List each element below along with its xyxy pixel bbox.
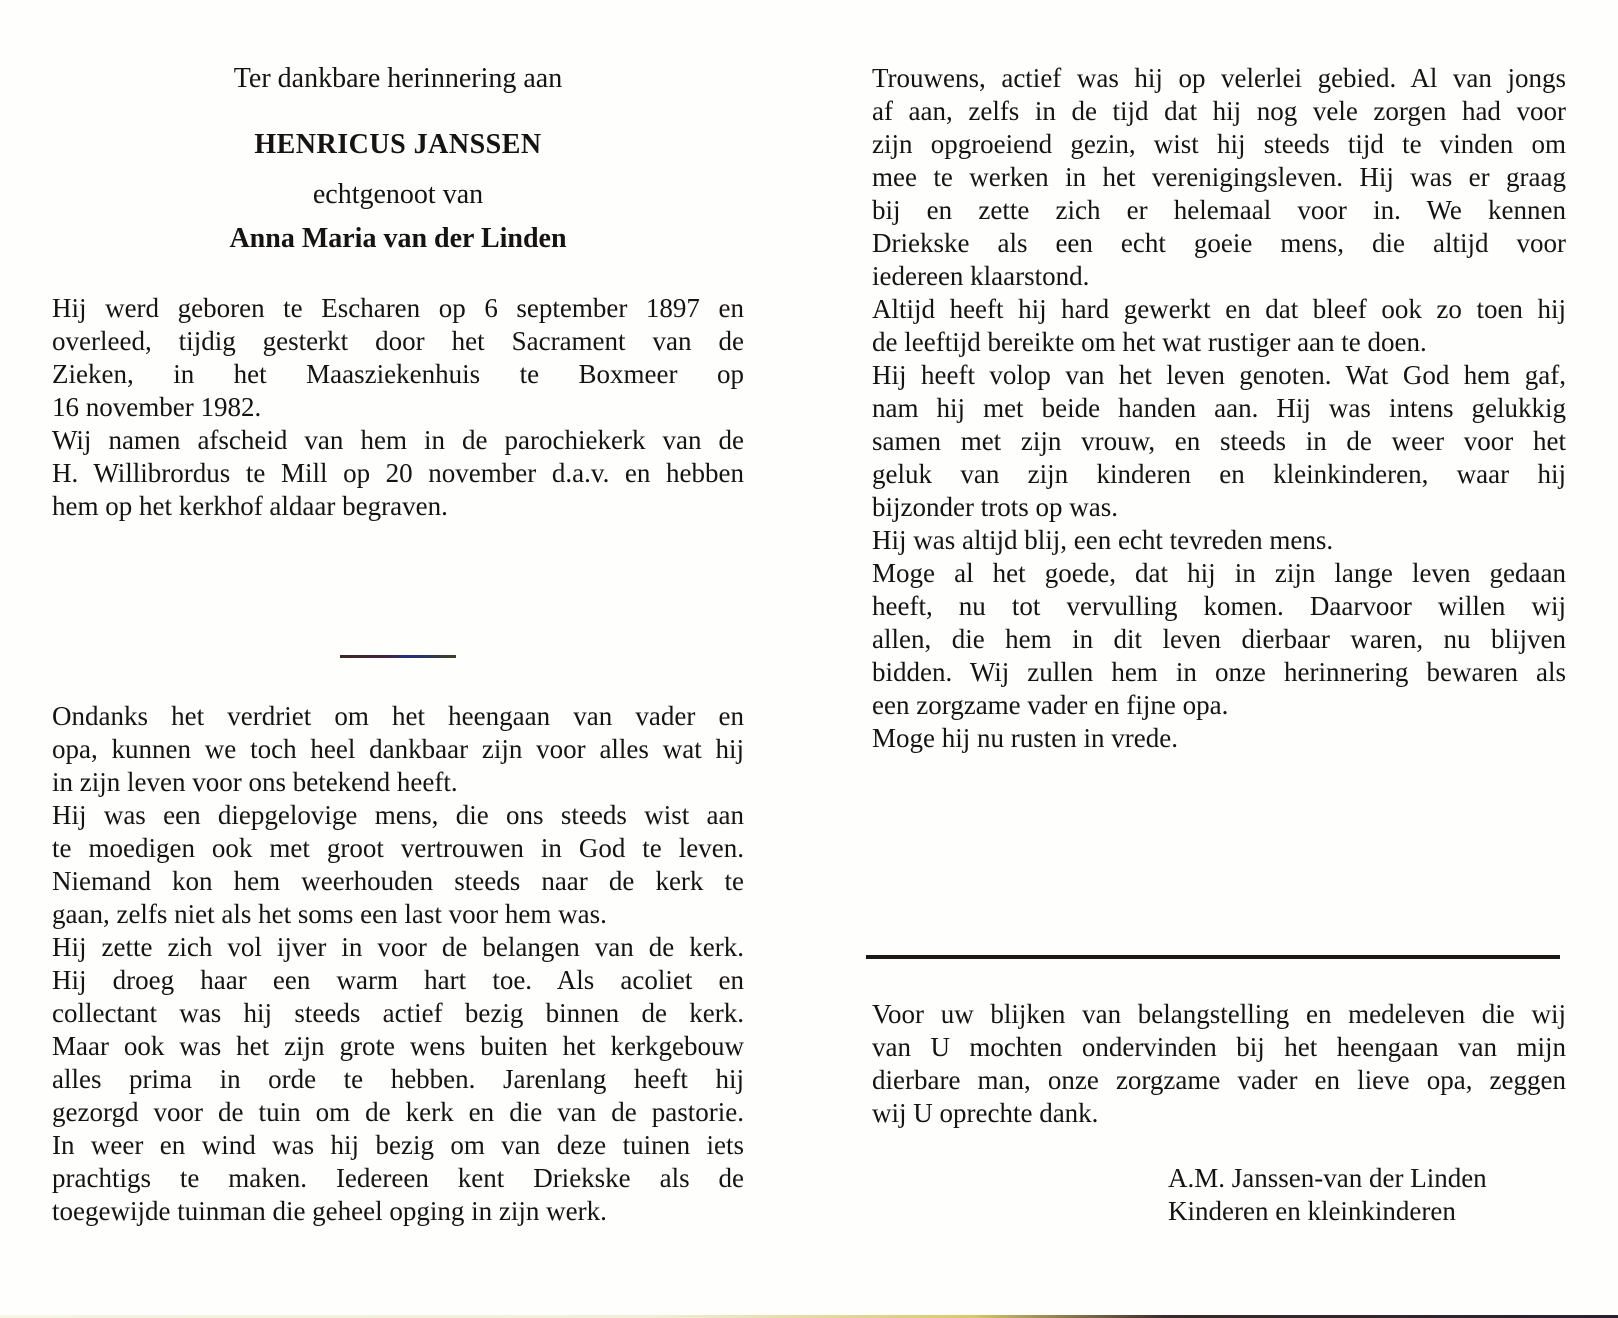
bio-line: Hij werd geboren te Escharen op 6 september 1897 en [52, 293, 744, 323]
tribute-line: Maar ook was het zijn grote wens buiten het kerkgebouw [52, 1031, 744, 1061]
bio-line: H. Willibrordus te Mill op 20 november d.a.v. en hebben [52, 458, 744, 488]
tribute-line: In weer en wind was hij bezig om van deze tuinen iets [52, 1130, 744, 1160]
tribute-line: Hij was altijd blij, een echt tevreden mens. [872, 525, 1334, 555]
tribute-line: mee te werken in het verenigingsleven. Hij was er graag [872, 162, 1566, 192]
tribute-line: allen, die hem in dit leven dierbaar waren, nu blijven [872, 624, 1566, 654]
tribute-line: Ondanks het verdriet om het heengaan van vader en [52, 701, 744, 731]
deceased-name: HENRICUS JANSSEN [254, 129, 542, 160]
tribute-line: Hij droeg haar een warm hart toe. Als acoliet en [52, 965, 744, 995]
tribute-line: Niemand kon hem weerhouden steeds naar de kerk te [52, 866, 744, 896]
thanks-line: dierbare man, onze zorgzame vader en lieve opa, zeggen [872, 1065, 1566, 1095]
bio-line: Wij namen afscheid van hem in de parochiekerk van de [52, 425, 744, 455]
section-divider-long [866, 955, 1560, 959]
tribute-line: Hij zette zich vol ijver in voor de belangen van de kerk. [52, 932, 744, 962]
thanks-line: Voor uw blijken van belangstelling en medeleven die wij [872, 999, 1566, 1029]
tribute-line: iedereen klaarstond. [872, 261, 1090, 291]
tribute-line: een zorgzame vader en fijne opa. [872, 690, 1229, 720]
tribute-line: gaan, zelfs niet als het soms een last voor hem was. [52, 899, 607, 929]
tribute-line: alles prima in orde te hebben. Jarenlang heeft hij [52, 1064, 744, 1094]
tribute-line: zijn opgroeiend gezin, wist hij steeds tijd te vinden om [872, 129, 1566, 159]
tribute-line: Trouwens, actief was hij op velerlei gebied. Al van jongs [872, 63, 1566, 93]
section-divider-short [340, 655, 456, 658]
tribute-line: prachtigs te maken. Iedereen kent Driekske als de [52, 1163, 744, 1193]
tribute-line: bij en zette zich er helemaal voor in. We kennen [872, 195, 1566, 225]
tribute-line: toegewijde tuinman die geheel opging in zijn werk. [52, 1196, 607, 1226]
tribute-line: Hij was een diepgelovige mens, die ons steeds wist aan [52, 800, 744, 830]
signature-widow: A.M. Janssen-van der Linden [1168, 1163, 1487, 1193]
thanks-paragraph [872, 998, 1566, 1130]
tribute-paragraph-left [52, 700, 744, 1228]
tribute-line: bidden. Wij zullen hem in onze herinnering bewaren als [872, 657, 1566, 687]
tribute-line: Driekske als een echt goeie mens, die altijd voor [872, 228, 1566, 258]
thanks-line: van U mochten ondervinden bij het heengaan van mijn [872, 1032, 1566, 1062]
tribute-line: de leeftijd bereikte om het wat rustiger aan te doen. [872, 327, 1427, 357]
tribute-paragraph-right [872, 62, 1566, 755]
signature-family: Kinderen en kleinkinderen [1168, 1196, 1456, 1226]
tribute-line: Altijd heeft hij hard gewerkt en dat bleef ook zo toen hij [872, 294, 1566, 324]
tribute-line: nam hij met beide handen aan. Hij was intens gelukkig [872, 393, 1566, 423]
tribute-line: geluk van zijn kinderen en kleinkinderen, waar hij [872, 459, 1566, 489]
biography-paragraph [52, 292, 744, 523]
tribute-line: collectant was hij steeds actief bezig binnen de kerk. [52, 998, 744, 1028]
tribute-line: gezorgd voor de tuin om de kerk en die van de pastorie. [52, 1097, 744, 1127]
tribute-line: bijzonder trots op was. [872, 492, 1118, 522]
bio-line: 16 november 1982. [52, 392, 262, 422]
bio-line: Zieken, in het Maasziekenhuis te Boxmeer op [52, 359, 744, 389]
bio-line: overleed, tijdig gesterkt door het Sacrament van de [52, 326, 744, 356]
tribute-line: Hij heeft volop van het leven genoten. Wat God hem gaf, [872, 360, 1566, 390]
tribute-line: te moedigen ook met groot vertrouwen in God te leven. [52, 833, 744, 863]
bio-line: hem op het kerkhof aldaar begraven. [52, 491, 448, 521]
spouse-name: Anna Maria van der Linden [229, 223, 567, 254]
intro-text: Ter dankbare herinnering aan [233, 63, 563, 94]
spouse-label: echtgenoot van [312, 179, 484, 210]
tribute-line: opa, kunnen we toch heel dankbaar zijn voor alles wat hij [52, 734, 744, 764]
signature-block [1168, 1162, 1487, 1228]
tribute-line: samen met zijn vrouw, en steeds in de weer voor het [872, 426, 1566, 456]
tribute-line: Moge hij nu rusten in vrede. [872, 723, 1178, 753]
thanks-line: wij U oprechte dank. [872, 1098, 1099, 1128]
tribute-line: Moge al het goede, dat hij in zijn lange leven gedaan [872, 558, 1566, 588]
tribute-line: heeft, nu tot vervulling komen. Daarvoor willen wij [872, 591, 1566, 621]
tribute-line: in zijn leven voor ons betekend heeft. [52, 767, 458, 797]
tribute-line: af aan, zelfs in de tijd dat hij nog vele zorgen had voor [872, 96, 1566, 126]
